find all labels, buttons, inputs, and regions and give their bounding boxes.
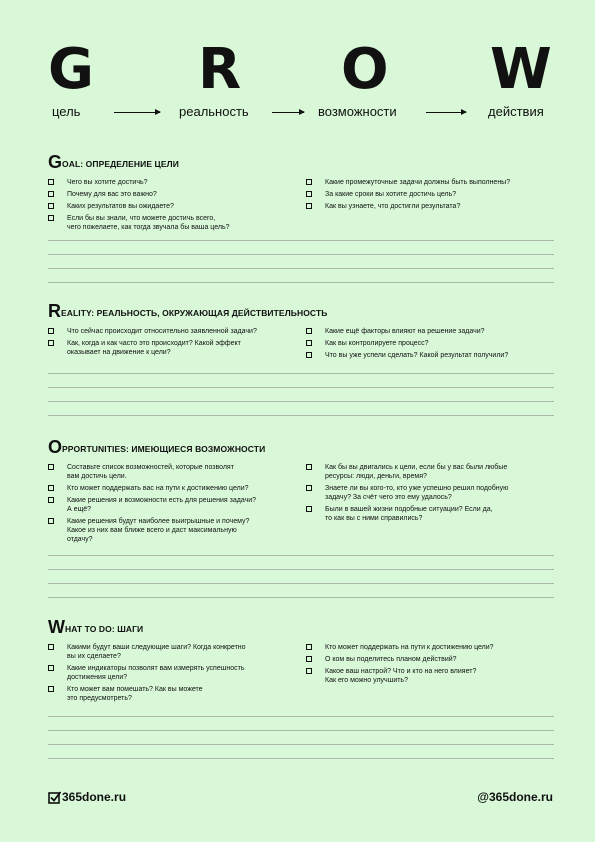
answer-line[interactable] — [48, 387, 554, 388]
section-title — [48, 301, 554, 319]
answer-line[interactable] — [48, 282, 554, 283]
checkbox[interactable] — [306, 464, 312, 470]
question-item — [306, 327, 554, 336]
stage-actions: действия — [488, 104, 544, 119]
answer-line[interactable] — [48, 597, 554, 598]
arrow-icon — [114, 112, 160, 113]
stage-goal: цель — [52, 104, 81, 119]
question-item — [48, 178, 298, 187]
question-item — [48, 517, 298, 544]
letter-o: O — [341, 37, 388, 102]
stage-row — [48, 104, 554, 120]
question-item — [48, 327, 298, 336]
question-text: Знаете ли вы кого-то, кто уже успешно решил подобную задачу? За счёт чего это ему удалось? — [325, 485, 509, 501]
question-text: Какие промежуточные задачи должны быть выполнены? — [325, 179, 511, 186]
answer-lines[interactable] — [48, 240, 554, 296]
section-title-text: OAL: ОПРЕДЕЛЕНИЕ ЦЕЛИ — [62, 159, 179, 169]
section-title-text: HAT TO DO: ШАГИ — [65, 624, 144, 634]
grow-letters — [48, 37, 554, 102]
question-item — [306, 655, 554, 664]
checkbox[interactable] — [48, 518, 54, 524]
question-text: Каких результатов вы ожидаете? — [67, 203, 174, 210]
question-item — [48, 685, 298, 703]
section-title-initial: R — [48, 301, 61, 321]
arrow-icon — [426, 112, 466, 113]
stage-options: возможности — [318, 104, 397, 119]
answer-line[interactable] — [48, 744, 554, 745]
question-item — [48, 339, 298, 357]
question-text: Что сейчас происходит относительно заявленной задачи? — [67, 328, 257, 335]
question-text: Если бы вы знали, что можете достичь всего, чего пожелаете, как тогда звучала бы ваша цель? — [67, 215, 230, 231]
footer-site[interactable] — [48, 790, 126, 804]
checkbox[interactable] — [306, 328, 312, 334]
letter-r: R — [198, 37, 241, 102]
stage-reality: реальность — [179, 104, 249, 119]
question-text: Почему для вас это важно? — [67, 191, 157, 198]
question-item — [306, 463, 554, 481]
section-reality — [48, 301, 554, 359]
question-item — [306, 339, 554, 348]
question-column-right — [306, 327, 554, 363]
question-text: Как бы вы двигались к цели, если бы у вас были любые ресурсы: люди, деньги, время? — [325, 464, 508, 480]
question-item — [48, 190, 298, 199]
question-column-left — [48, 643, 298, 706]
question-item — [306, 190, 554, 199]
checkbox[interactable] — [48, 464, 54, 470]
checkbox[interactable] — [48, 215, 54, 221]
section-title-initial: W — [48, 617, 65, 637]
question-item — [48, 463, 298, 481]
question-text: Кто может вам помешать? Как вы можете это предусмотреть? — [67, 686, 203, 702]
question-item — [48, 496, 298, 514]
section-title — [48, 617, 554, 635]
question-item — [48, 214, 298, 232]
answer-line[interactable] — [48, 730, 554, 731]
section-opportunities — [48, 437, 554, 543]
question-text: Как вы узнаете, что достигли результата? — [325, 203, 461, 210]
section-title-initial: O — [48, 437, 63, 457]
section-title — [48, 437, 554, 455]
checkbox[interactable] — [48, 644, 54, 650]
checkbox-icon — [48, 791, 61, 804]
checkbox[interactable] — [306, 179, 312, 185]
question-item — [306, 484, 554, 502]
footer-handle[interactable]: @365done.ru — [477, 790, 553, 804]
question-item — [306, 351, 554, 360]
question-text: Какие решения будут наиболее выигрышные и почему? Какое из них вам ближе всего и даст максимальную отдачу? — [67, 518, 250, 543]
checkbox[interactable] — [48, 485, 54, 491]
question-column-left — [48, 463, 298, 547]
question-column-left — [48, 327, 298, 360]
checkbox[interactable] — [48, 497, 54, 503]
arrow-icon — [272, 112, 304, 113]
answer-lines[interactable] — [48, 373, 554, 429]
question-text: Кто может поддержать вас на пути к достижению цели? — [67, 485, 249, 492]
question-text: Какие решения и возможности есть для решения задачи? А ещё? — [67, 497, 257, 513]
checkbox[interactable] — [306, 506, 312, 512]
question-item — [48, 643, 298, 661]
answer-line[interactable] — [48, 373, 554, 374]
checkbox[interactable] — [306, 340, 312, 346]
answer-line[interactable] — [48, 758, 554, 759]
question-text: Как, когда и как часто это происходит? Какой эффект оказывает на движение к цели? — [67, 340, 241, 356]
question-text: Были в вашей жизни подобные ситуации? Если да, то как вы с ними справились? — [325, 506, 493, 522]
answer-line[interactable] — [48, 254, 554, 255]
section-goal — [48, 152, 554, 231]
checkbox[interactable] — [48, 686, 54, 692]
section-title — [48, 152, 554, 170]
question-text: Какими будут ваши следующие шаги? Когда конкретно вы их сделаете? — [67, 644, 246, 660]
question-item — [48, 484, 298, 493]
answer-line[interactable] — [48, 401, 554, 402]
answer-line[interactable] — [48, 716, 554, 717]
question-text: Какие индикаторы позволят вам измерять успешность достижения цели? — [67, 665, 245, 681]
section-title-text: PPORTUNITIES: ИМЕЮЩИЕСЯ ВОЗМОЖНОСТИ — [62, 444, 266, 454]
question-column-right — [306, 643, 554, 688]
checkbox[interactable] — [306, 352, 312, 358]
checkbox[interactable] — [306, 656, 312, 662]
question-text: За какие сроки вы хотите достичь цель? — [325, 191, 457, 198]
section-title-initial: G — [48, 152, 63, 172]
checkbox[interactable] — [48, 340, 54, 346]
answer-line[interactable] — [48, 268, 554, 269]
checkbox[interactable] — [48, 328, 54, 334]
question-item — [306, 667, 554, 685]
answer-line[interactable] — [48, 555, 554, 556]
answer-line[interactable] — [48, 583, 554, 584]
checkbox[interactable] — [306, 668, 312, 674]
section-what-to-do — [48, 617, 554, 702]
letter-g: G — [48, 37, 93, 102]
checkbox[interactable] — [48, 191, 54, 197]
checkbox[interactable] — [306, 203, 312, 209]
letter-w: W — [490, 37, 551, 102]
answer-line[interactable] — [48, 415, 554, 416]
question-text: Какое ваш настрой? Что и кто на него влияет? Как его можно улучшить? — [325, 668, 477, 684]
answer-line[interactable] — [48, 569, 554, 570]
question-text: Какие ещё факторы влияют на решение задачи? — [325, 328, 485, 335]
answer-line[interactable] — [48, 240, 554, 241]
site-link[interactable]: 365done.ru — [62, 790, 127, 804]
question-text: Составьте список возможностей, которые позволят вам достичь цели. — [67, 464, 234, 480]
checkbox[interactable] — [48, 179, 54, 185]
question-text: Чего вы хотите достичь? — [67, 179, 148, 186]
question-text: О ком вы поделитесь планом действий? — [325, 656, 457, 663]
question-item — [306, 178, 554, 187]
question-text: Кто может поддержать на пути к достижению цели? — [325, 644, 494, 651]
question-text: Как вы контролируете процесс? — [325, 340, 429, 347]
question-text: Что вы уже успели сделать? Какой результат получили? — [325, 352, 509, 359]
question-item — [306, 505, 554, 523]
question-item — [306, 643, 554, 652]
question-item — [48, 202, 298, 211]
question-column-left — [48, 178, 298, 235]
checkbox[interactable] — [306, 191, 312, 197]
checkbox[interactable] — [306, 644, 312, 650]
question-item — [306, 202, 554, 211]
question-column-right — [306, 178, 554, 214]
question-item — [48, 664, 298, 682]
checkbox[interactable] — [306, 485, 312, 491]
checkbox[interactable] — [48, 203, 54, 209]
question-column-right — [306, 463, 554, 526]
answer-lines[interactable] — [48, 555, 554, 611]
section-title-text: EALITY: РЕАЛЬНОСТЬ, ОКРУЖАЮЩАЯ ДЕЙСТВИТЕЛЬНОСТЬ — [61, 308, 328, 318]
checkbox[interactable] — [48, 665, 54, 671]
answer-lines[interactable] — [48, 716, 554, 772]
